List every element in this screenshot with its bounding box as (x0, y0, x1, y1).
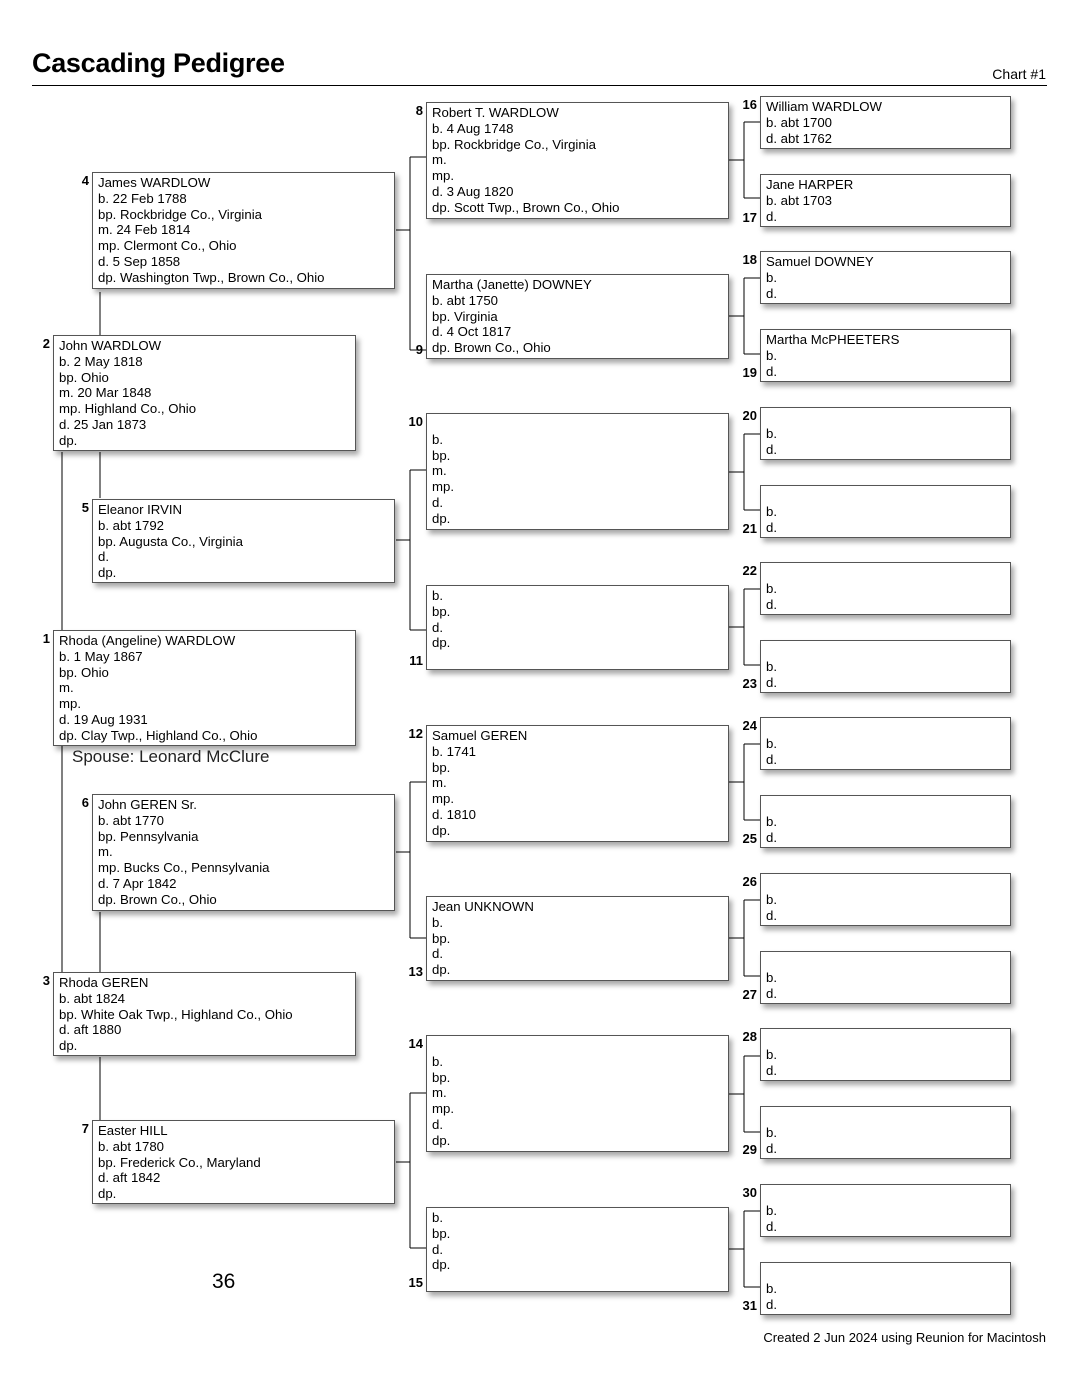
person-name: Samuel DOWNEY (766, 254, 874, 269)
person-name: Martha McPHEETERS (766, 332, 900, 347)
person-detail: mp. (432, 791, 454, 807)
person-detail: bp. (432, 1225, 451, 1241)
person-detail: mp. Bucks Co., Pennsylvania (98, 860, 270, 876)
person-box-3 (53, 972, 356, 1056)
person-box-9 (426, 274, 729, 359)
person-name: Eleanor IRVIN (98, 502, 183, 517)
person-detail: b. (766, 1202, 777, 1218)
ancestor-number: 12 (408, 726, 423, 741)
person-detail: d. abt 1762 (766, 130, 832, 146)
person-detail: d. (766, 519, 777, 535)
person-detail: b. (766, 891, 777, 907)
person-detail: d. 1810 (432, 806, 476, 822)
person-name: Robert T. WARDLOW (432, 105, 559, 120)
person-detail: d. 4 Oct 1817 (432, 324, 512, 340)
ancestor-number: 11 (409, 653, 423, 668)
person-box-11 (426, 585, 729, 670)
person-detail: b. (432, 914, 443, 930)
person-detail: b. (766, 1280, 777, 1296)
person-detail (766, 488, 1005, 504)
ancestor-number: 4 (81, 173, 89, 188)
person-detail: bp. Rockbridge Co., Virginia (98, 206, 262, 222)
person-name: Jean UNKNOWN (432, 899, 534, 914)
person-detail: b. (766, 580, 777, 596)
person-detail: b. abt 1703 (766, 192, 832, 208)
person-name: Samuel GEREN (432, 728, 528, 743)
person-box-1 (53, 630, 356, 746)
person-detail: d. (766, 208, 777, 224)
person-detail: d. aft 1880 (59, 1022, 122, 1038)
person-detail: d. (766, 907, 777, 923)
person-detail (766, 1265, 1005, 1281)
person-box-31 (760, 1262, 1011, 1315)
ancestor-number: 9 (415, 342, 423, 357)
person-detail: b. (766, 969, 777, 985)
person-detail: d. 7 Apr 1842 (98, 875, 177, 891)
person-box-24 (760, 717, 1011, 770)
person-detail (766, 798, 1005, 814)
person-box-6 (92, 794, 395, 911)
ancestor-number: 7 (81, 1121, 89, 1136)
ancestor-number: 14 (408, 1036, 423, 1051)
ancestor-number: 13 (408, 964, 423, 979)
person-box-16 (760, 96, 1011, 149)
person-detail: m. (432, 1085, 447, 1101)
person-detail: b. (766, 735, 777, 751)
person-detail: b. 2 May 1818 (59, 353, 143, 369)
ancestor-number: 25 (742, 831, 757, 846)
person-detail: m. 24 Feb 1814 (98, 222, 191, 238)
person-detail: d. 5 Sep 1858 (98, 253, 181, 269)
person-detail: d. (766, 596, 777, 612)
person-detail: m. (432, 463, 447, 479)
person-box-8 (426, 102, 729, 219)
person-detail: b. abt 1780 (98, 1138, 164, 1154)
person-detail: dp. (98, 565, 117, 581)
ancestor-number: 21 (742, 521, 757, 536)
person-box-5 (92, 499, 395, 583)
page-number: 36 (212, 1270, 236, 1293)
person-detail: mp. (432, 168, 454, 184)
person-detail: d. (766, 1062, 777, 1078)
person-box-29 (760, 1106, 1011, 1159)
person-detail (766, 954, 1005, 970)
ancestor-number: 22 (742, 563, 757, 578)
ancestor-number: 5 (81, 500, 89, 515)
person-detail: b. (766, 503, 777, 519)
person-detail: bp. Ohio (59, 369, 109, 385)
person-detail: m. (59, 680, 74, 696)
ancestor-number: 27 (742, 987, 757, 1002)
chart-number: Chart #1 (992, 66, 1046, 82)
person-detail (766, 1109, 1005, 1125)
person-detail (766, 1031, 1005, 1047)
person-detail (766, 565, 1005, 581)
person-detail: bp. (432, 447, 451, 463)
person-detail: d. (766, 829, 777, 845)
person-name: William WARDLOW (766, 99, 882, 114)
person-detail: mp. (432, 479, 454, 495)
person-box-25 (760, 795, 1011, 848)
person-detail: bp. (432, 930, 451, 946)
person-box-27 (760, 951, 1011, 1004)
person-detail: d. (432, 619, 443, 635)
person-detail (432, 1038, 723, 1054)
ancestor-number: 2 (42, 336, 50, 351)
person-detail: dp. Brown Co., Ohio (432, 340, 551, 356)
person-detail: dp. (59, 432, 78, 448)
person-detail: m. (432, 775, 447, 791)
person-box-17 (760, 174, 1011, 227)
chart-title: Cascading Pedigree (32, 48, 285, 78)
person-detail: dp. (432, 510, 451, 526)
person-box-7 (92, 1120, 395, 1204)
ancestor-number: 31 (742, 1298, 757, 1313)
person-detail: d. 25 Jan 1873 (59, 416, 147, 432)
ancestor-number: 28 (742, 1029, 757, 1044)
person-detail: m. (98, 844, 113, 860)
person-detail: dp. Scott Twp., Brown Co., Ohio (432, 199, 620, 215)
ancestor-number: 30 (742, 1185, 757, 1200)
person-detail: bp. White Oak Twp., Highland Co., Ohio (59, 1006, 293, 1022)
person-name: John GEREN Sr. (98, 797, 197, 812)
ancestor-number: 16 (742, 97, 757, 112)
person-detail: bp. Ohio (59, 664, 109, 680)
ancestor-number: 23 (742, 676, 757, 691)
person-detail: d. (766, 985, 777, 1001)
person-detail: b. 1741 (432, 743, 476, 759)
person-detail: bp. Pennsylvania (98, 828, 199, 844)
person-detail: d. 3 Aug 1820 (432, 183, 514, 199)
person-name: Rhoda (Angeline) WARDLOW (59, 633, 236, 648)
person-detail: d. (432, 1116, 443, 1132)
person-box-26 (760, 873, 1011, 926)
person-detail: bp. (432, 759, 451, 775)
person-detail: dp. Clay Twp., Highland Co., Ohio (59, 727, 258, 743)
person-box-22 (760, 562, 1011, 615)
ancestor-number: 3 (42, 973, 50, 988)
person-detail: bp. (432, 603, 451, 619)
person-detail: b. 1 May 1867 (59, 648, 143, 664)
person-box-4 (92, 172, 395, 289)
person-detail: b. abt 1824 (59, 990, 125, 1006)
person-detail: b. (432, 1053, 443, 1069)
person-detail: mp. (59, 696, 81, 712)
ancestor-number: 8 (415, 103, 423, 118)
person-detail: dp. Brown Co., Ohio (98, 891, 217, 907)
person-detail: b. (766, 425, 777, 441)
person-detail: dp. (432, 1257, 451, 1273)
person-detail: b. 22 Feb 1788 (98, 190, 187, 206)
person-detail: d. (766, 751, 777, 767)
person-detail: m. 20 Mar 1848 (59, 385, 152, 401)
person-name: Jane HARPER (766, 177, 854, 192)
person-detail (766, 410, 1005, 426)
person-box-12 (426, 725, 729, 842)
person-box-10 (426, 413, 729, 530)
person-detail: mp. Highland Co., Ohio (59, 401, 197, 417)
person-detail: b. (766, 269, 777, 285)
person-detail: b. (766, 1124, 777, 1140)
person-detail: mp. (432, 1101, 454, 1117)
ancestor-number: 20 (742, 408, 757, 423)
person-box-15 (426, 1207, 729, 1292)
person-detail (766, 876, 1005, 892)
ancestor-number: 24 (742, 718, 757, 733)
person-detail: dp. (432, 635, 451, 651)
person-detail: d. (432, 1241, 443, 1257)
person-name: b. (432, 588, 443, 603)
person-name: Martha (Janette) DOWNEY (432, 277, 592, 292)
person-name: b. (432, 1210, 443, 1225)
person-detail: dp. Washington Twp., Brown Co., Ohio (98, 269, 325, 285)
person-name: Easter HILL (98, 1123, 168, 1138)
person-box-14 (426, 1035, 729, 1152)
person-detail: b. (766, 1046, 777, 1062)
person-detail: b. abt 1770 (98, 812, 164, 828)
person-detail: bp. Frederick Co., Maryland (98, 1154, 261, 1170)
person-detail: bp. (432, 1069, 451, 1085)
person-detail (766, 720, 1005, 736)
person-box-28 (760, 1028, 1011, 1081)
person-detail: d. (766, 1296, 777, 1312)
person-detail: d. (432, 494, 443, 510)
person-box-21 (760, 485, 1011, 538)
ancestor-number: 10 (408, 414, 423, 429)
ancestor-number: 1 (42, 631, 50, 646)
person-detail: d. (766, 1140, 777, 1156)
person-detail: bp. Rockbridge Co., Virginia (432, 136, 596, 152)
ancestor-number: 15 (408, 1275, 423, 1290)
person-name: Rhoda GEREN (59, 975, 149, 990)
person-box-23 (760, 640, 1011, 693)
person-detail: b. 4 Aug 1748 (432, 120, 514, 136)
person-detail: dp. (432, 822, 451, 838)
person-detail: d. aft 1842 (98, 1170, 161, 1186)
person-box-19 (760, 329, 1011, 382)
person-detail: d. (766, 441, 777, 457)
person-detail: d. (766, 674, 777, 690)
person-detail: d. (432, 946, 443, 962)
footer-credit: Created 2 Jun 2024 using Reunion for Macintosh (763, 1330, 1046, 1345)
person-detail: dp. (432, 1132, 451, 1148)
spouse-label: Spouse: Leonard McClure (72, 747, 270, 766)
person-box-18 (760, 251, 1011, 304)
person-detail: mp. Clermont Co., Ohio (98, 238, 237, 254)
person-detail: dp. (98, 1186, 117, 1202)
ancestor-number: 18 (742, 252, 757, 267)
person-detail: b. (432, 431, 443, 447)
person-detail: b. (766, 658, 777, 674)
person-detail: d. (98, 549, 109, 565)
ancestor-number: 26 (742, 874, 757, 889)
person-box-13 (426, 896, 729, 981)
person-detail: b. abt 1792 (98, 517, 164, 533)
person-detail: b. abt 1700 (766, 114, 832, 130)
person-name: John WARDLOW (59, 338, 162, 353)
person-detail: bp. Augusta Co., Virginia (98, 533, 243, 549)
person-detail (432, 416, 723, 432)
person-detail: bp. Virginia (432, 308, 498, 324)
ancestor-number: 29 (742, 1142, 757, 1157)
person-detail: m. (432, 152, 447, 168)
person-detail: d. (766, 1218, 777, 1234)
person-box-20 (760, 407, 1011, 460)
person-detail (766, 643, 1005, 659)
person-box-2 (53, 335, 356, 451)
person-detail: b. (766, 347, 777, 363)
person-detail: d. (766, 285, 777, 301)
ancestor-number: 6 (81, 795, 89, 810)
person-detail: dp. (432, 962, 451, 978)
person-detail (766, 1187, 1005, 1203)
person-detail: d. 19 Aug 1931 (59, 711, 148, 727)
person-box-30 (760, 1184, 1011, 1237)
person-detail: b. (766, 813, 777, 829)
ancestor-number: 17 (742, 210, 757, 225)
person-detail: b. abt 1750 (432, 292, 498, 308)
person-detail: d. (766, 363, 777, 379)
person-detail: dp. (59, 1038, 78, 1054)
person-name: James WARDLOW (98, 175, 211, 190)
ancestor-number: 19 (742, 365, 757, 380)
